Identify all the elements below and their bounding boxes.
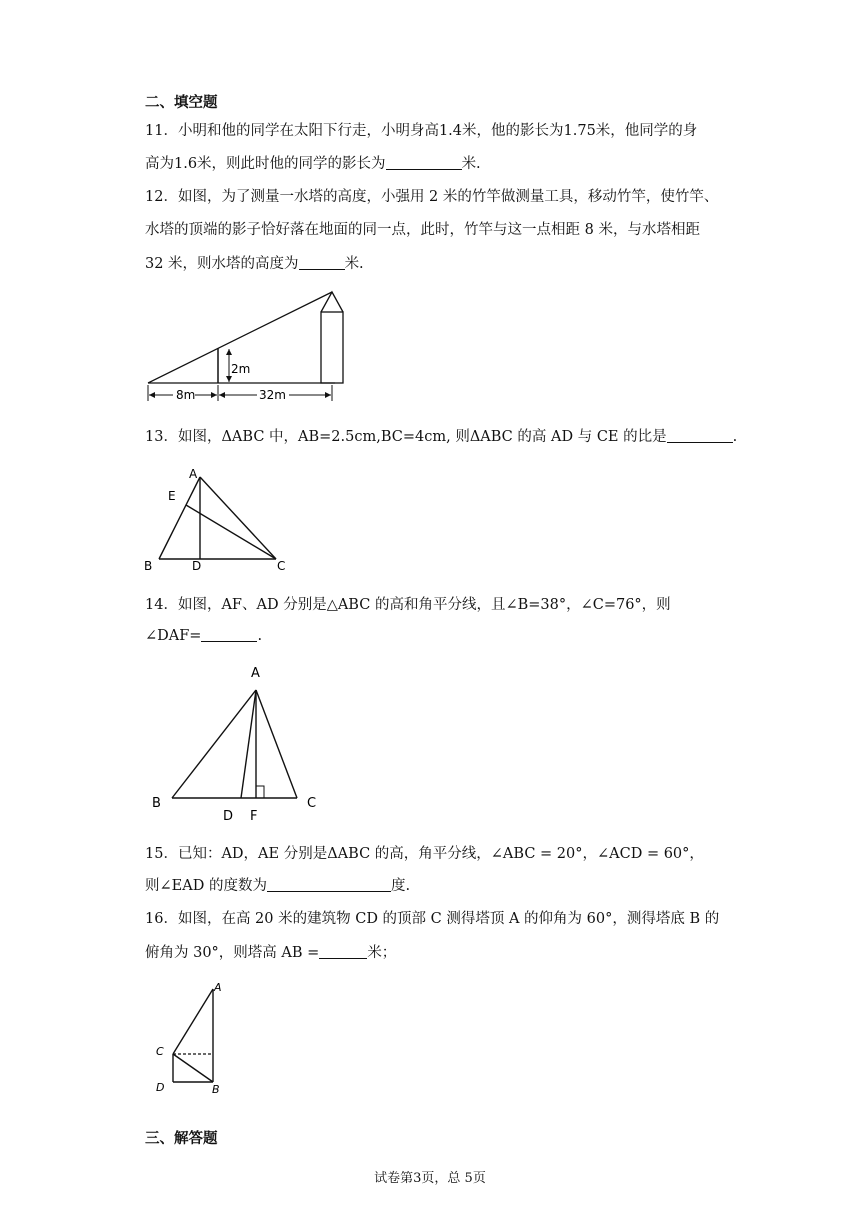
- q16-label-b: B: [212, 1083, 220, 1096]
- q14-answer-blank: [201, 627, 257, 642]
- q13-answer-blank: [667, 428, 733, 443]
- q12-line-1: 12．如图，为了测量一水塔的高度，小强用 2 米的竹竿做测量工具，移动竹竿，使竹竿、: [145, 189, 719, 205]
- q12-line-3: [145, 252, 364, 273]
- q14-line-2: [145, 627, 262, 644]
- q13-line-1: [145, 425, 737, 446]
- q13-label-a: A: [189, 467, 198, 481]
- q16-label-c: C: [156, 1045, 164, 1058]
- q14-label-c: C: [307, 796, 317, 811]
- q12-answer-blank: [299, 255, 345, 270]
- q15-line-2: [145, 874, 410, 895]
- q12-line-2: 水塔的顶端的影子恰好落在地面的同一点，此时，竹竿与这一点相距 8 米，与水塔相距: [145, 222, 700, 238]
- q13-period: .: [732, 429, 738, 445]
- q11-answer-blank: [386, 155, 462, 170]
- q12-label-2m: 2m: [231, 362, 251, 376]
- q13-label-b: B: [144, 559, 153, 573]
- q16-answer-blank: [319, 944, 367, 959]
- q11-unit: 米.: [461, 156, 481, 172]
- q14-line-1: 14．如图，AF、AD 分别是△ABC 的高和角平分线，且∠B=38°，∠C=76°，则: [145, 597, 671, 613]
- q15-line-1: 15．已知：AD，AE 分别是ΔABC 的高，角平分线，∠ABC = 20°，∠ACD = 60°，: [145, 846, 704, 862]
- q12-unit: 米.: [344, 256, 364, 272]
- q13-label-e: E: [168, 489, 176, 503]
- q14-triangle-figure: [140, 660, 340, 829]
- q16-label-a: A: [214, 981, 222, 994]
- q15-text: 则∠EAD 的度数为: [145, 878, 267, 894]
- q11-text: 高为1.6米，则此时他的同学的影长为: [145, 156, 386, 172]
- q16-unit: 米；: [367, 945, 397, 961]
- q13-triangle-figure: [140, 462, 300, 581]
- q16-text: 俯角为 30°，则塔高 AB =: [145, 945, 320, 961]
- q12-label-8m: 8m: [176, 388, 196, 402]
- q14-label-b: B: [152, 796, 161, 811]
- q12-label-32m: 32m: [259, 388, 286, 402]
- q15-answer-blank: [267, 877, 391, 892]
- q14-label-d: D: [223, 809, 234, 824]
- page-footer: 试卷第3页，总 5页: [374, 1171, 486, 1186]
- q16-line-2: [145, 941, 396, 962]
- q13-text: 13．如图，ΔABC 中，AB=2.5cm,BC=4cm, 则ΔABC 的高 AD 与 CE 的比是: [145, 429, 667, 445]
- q11-line-2: [145, 152, 481, 173]
- q16-tower-figure: [140, 975, 250, 1104]
- q12-water-tower-figure: [140, 285, 370, 414]
- q14-text: ∠DAF=: [145, 628, 202, 644]
- q12-text: 32 米，则水塔的高度为: [145, 256, 299, 272]
- q13-label-d: D: [192, 559, 202, 573]
- q11-line-1: 11．小明和他的同学在太阳下行走，小明身高1.4米，他的影长为1.75米，他同学的身: [145, 123, 698, 139]
- q16-line-1: 16．如图，在高 20 米的建筑物 CD 的顶部 C 测得塔顶 A 的仰角为 60°，测得塔底 B 的: [145, 911, 720, 927]
- q14-period: .: [257, 628, 263, 644]
- section-3-title: 三、解答题: [145, 1131, 218, 1147]
- q16-label-d: D: [156, 1081, 165, 1094]
- q15-unit: 度.: [390, 878, 411, 894]
- section-2-title: 二、填空题: [145, 95, 218, 111]
- q14-label-f: F: [250, 809, 258, 824]
- q14-label-a: A: [251, 666, 260, 681]
- q13-label-c: C: [277, 559, 286, 573]
